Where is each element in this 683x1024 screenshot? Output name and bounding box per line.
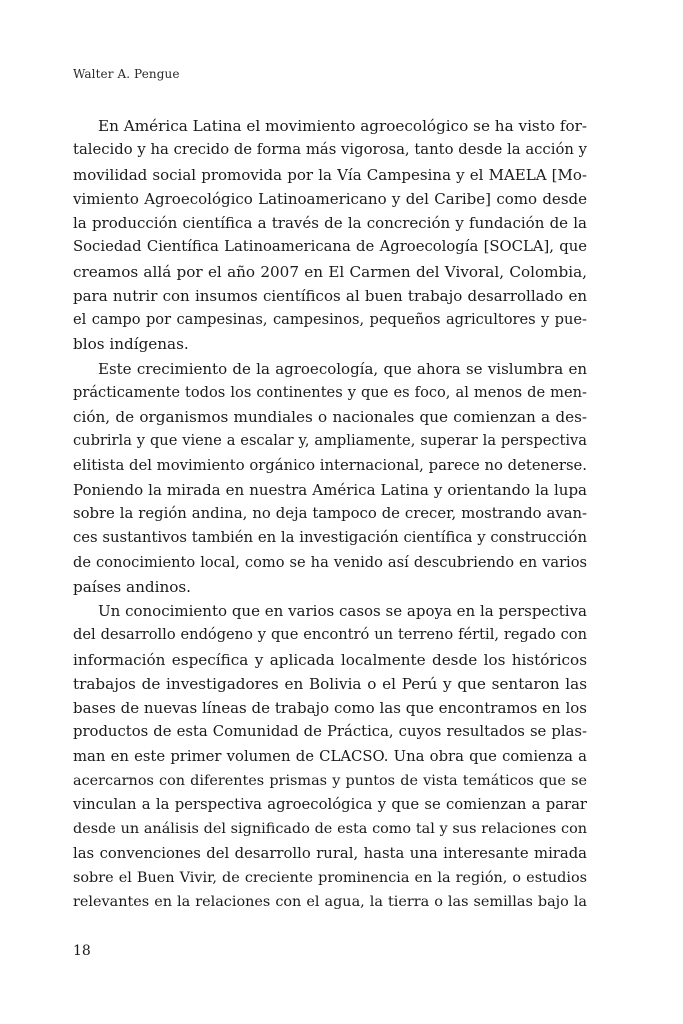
text-line: ces sustantivos también en la investigación científica y construcción xyxy=(73,529,587,547)
text-line: la producción científica a través de la concreción y fundación de la xyxy=(73,214,587,232)
text-line: información específica y aplicada localmente desde los históricos xyxy=(73,650,587,669)
text-line: relevantes en la relaciones con el agua, la tierra o las semillas bajo la xyxy=(73,894,587,910)
page-number: 18 xyxy=(73,943,91,959)
text-line: el campo por campesinas, campesinos, pequeños agricultores y pue- xyxy=(73,311,587,328)
running-head: Walter A. Pengue xyxy=(73,67,180,81)
text-line: de conocimiento local, como se ha venido así descubriendo en varios xyxy=(73,553,587,571)
paragraph-1 xyxy=(73,114,587,357)
text-line: acercarnos con diferentes prismas y puntos de vista temáticos que se xyxy=(73,772,587,789)
text-line: Sociedad Científica Latinoamericana de Agroecología [SOCLA], que xyxy=(73,238,587,256)
text-line: Este crecimiento de la agroecología, que ahora se vislumbra en xyxy=(98,359,587,378)
text-line: blos indígenas. xyxy=(73,335,189,354)
text-line: las convenciones del desarrollo rural, hasta una interesante mirada xyxy=(73,844,587,862)
text-line: sobre la región andina, no deja tampoco de crecer, mostrando avan- xyxy=(73,505,587,522)
paragraph-3 xyxy=(73,599,587,914)
text-line: vinculan a la perspectiva agroecológica y que se comienzan a parar xyxy=(73,796,587,813)
text-line: man en este primer volumen de CLACSO. Una obra que comienza a xyxy=(73,747,587,765)
text-line: vimiento Agroecológico Latinoamericano y del Caribe] como desde xyxy=(73,189,587,208)
text-line: creamos allá por el año 2007 en El Carmen del Vivoral, Colombia, xyxy=(73,262,587,281)
text-line: prácticamente todos los continentes y que es foco, al menos de men- xyxy=(73,383,587,401)
text-line: elitista del movimiento orgánico internacional, parece no detenerse. xyxy=(73,456,587,474)
text-line: movilidad social promovida por la Vía Campesina y el MAELA [Mo- xyxy=(73,165,587,184)
text-line: Un conocimiento que en varios casos se apoya en la perspectiva xyxy=(98,602,587,620)
text-line: ción, de organismos mundiales o nacionales que comienzan a des- xyxy=(73,408,587,426)
text-line: Poniendo la mirada en nuestra América Latina y orientando la lupa xyxy=(73,480,587,499)
text-line: cubrirla y que viene a escalar y, ampliamente, superar la perspectiva xyxy=(73,432,587,450)
text-line: países andinos. xyxy=(73,577,191,596)
text-line: talecido y ha crecido de forma más vigorosa, tanto desde la acción y xyxy=(73,141,587,159)
text-line: sobre el Buen Vivir, de creciente prominencia en la región, o estudios xyxy=(73,869,587,886)
text-line: bases de nuevas líneas de trabajo como las que encontramos en los xyxy=(73,699,587,717)
paragraph-2 xyxy=(73,357,587,600)
text-line: desde un análisis del significado de esta como tal y sus relaciones con xyxy=(73,821,587,838)
body-text xyxy=(73,114,587,914)
text-line: trabajos de investigadores en Bolivia o el Perú y que sentaron las xyxy=(73,674,587,693)
text-line: En América Latina el movimiento agroecológico se ha visto for- xyxy=(98,117,587,135)
text-line: productos de esta Comunidad de Práctica, cuyos resultados se plas- xyxy=(73,723,587,741)
text-line: del desarrollo endógeno y que encontró un terreno fértil, regado con xyxy=(73,626,587,644)
text-line: para nutrir con insumos científicos al buen trabajo desarrollado en xyxy=(73,286,587,305)
